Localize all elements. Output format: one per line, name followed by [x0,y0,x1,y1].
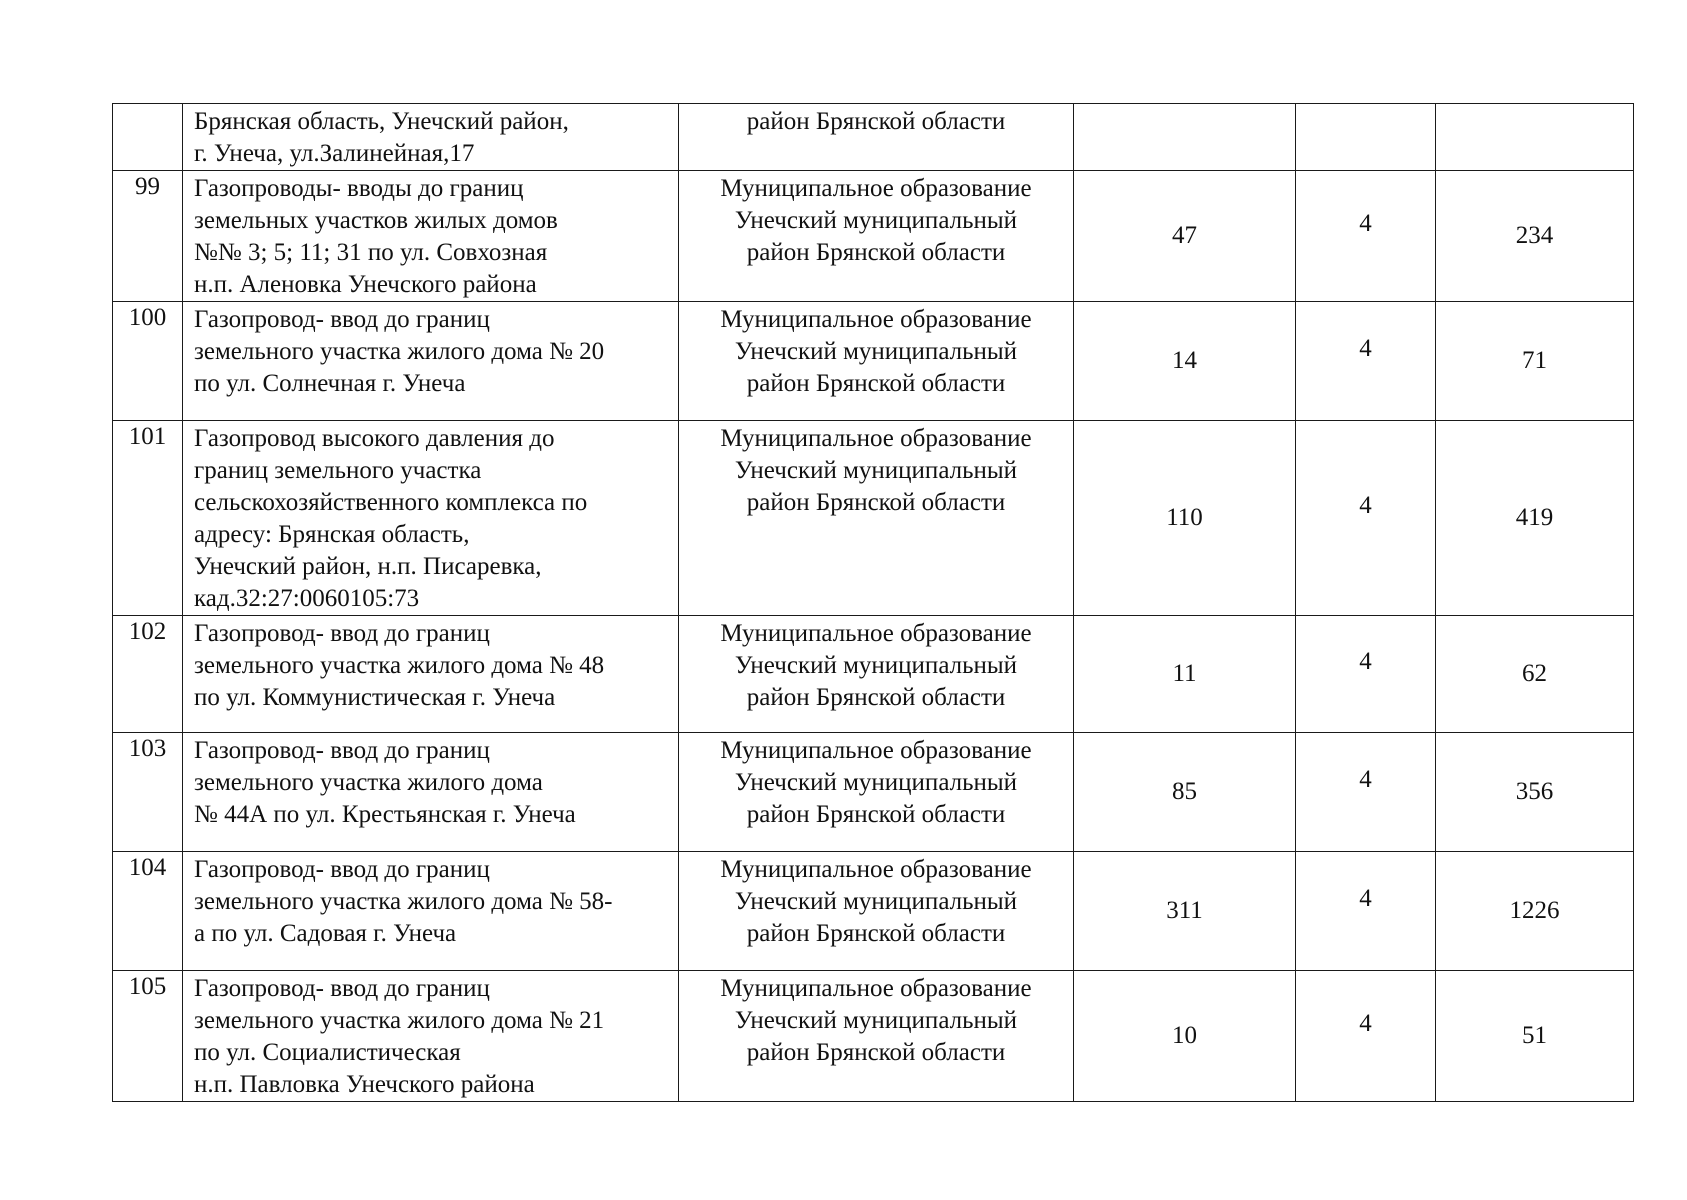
value-cell-2-text: 4 [1359,492,1372,519]
value-cell-3: 234 [1436,171,1634,302]
value-cell-3: 51 [1436,971,1634,1102]
object-name-line: Газопровод- ввод до границ [194,975,490,1002]
table-row [113,852,1634,971]
owner-cell [679,733,1074,852]
owner-line: Муниципальное образование [720,737,1032,764]
owner-line: Унечский муниципальный [734,457,1018,484]
object-name-line: кад.32:27:0060105:73 [194,585,420,612]
object-name-line: сельскохозяйственного комплекса по [194,489,588,516]
object-name-cell [183,171,679,302]
value-cell-2-text: 4 [1359,648,1372,675]
owner-cell [679,171,1074,302]
object-name-line: Брянская область, Унечский район, [194,108,569,135]
owner-cell [679,852,1074,971]
owner-cell [679,971,1074,1102]
value-cell-2 [1296,171,1436,302]
owner-line: Унечский муниципальный [734,888,1018,915]
value-cell-2-text: 4 [1359,1010,1372,1037]
object-name-line: Газопровод- ввод до границ [194,737,490,764]
owner-line: район Брянской области [746,801,1006,828]
object-name-cell [183,971,679,1102]
object-name-line: Газопровод- ввод до границ [194,620,490,647]
value-cell-1 [1074,104,1296,171]
value-cell-2-text: 4 [1359,885,1372,912]
object-name-line: земельного участка жилого дома № 21 [194,1007,605,1034]
owner-line: Унечский муниципальный [734,769,1018,796]
object-name-line: земельного участка жилого дома № 48 [194,652,605,679]
object-name-line: Газопроводы- вводы до границ [194,175,524,202]
object-name-cell [183,421,679,616]
owner-line: Муниципальное образование [720,620,1032,647]
owner-cell [679,104,1074,171]
value-cell-2 [1296,421,1436,616]
owner-line: Муниципальное образование [720,175,1032,202]
value-cell-3 [1436,104,1634,171]
value-cell-2 [1296,104,1436,171]
object-name-cell [183,852,679,971]
object-name-line: Газопровод- ввод до границ [194,856,490,883]
row-number-cell: 105 [113,971,183,1102]
row-number-cell [113,104,183,171]
value-cell-2 [1296,616,1436,733]
owner-line: район Брянской области [746,1039,1006,1066]
object-name-line: по ул. Социалистическая [194,1039,461,1066]
table-row [113,733,1634,852]
value-cell-1: 10 [1074,971,1296,1102]
owner-line: Муниципальное образование [720,425,1032,452]
object-name-line: земельного участка жилого дома [194,769,543,796]
value-cell-3: 419 [1436,421,1634,616]
row-number-cell: 104 [113,852,183,971]
table-row [113,302,1634,421]
owner-line: район Брянской области [746,489,1006,516]
row-number-cell: 99 [113,171,183,302]
object-name-line: а по ул. Садовая г. Унеча [194,920,457,947]
owner-line: Муниципальное образование [720,975,1032,1002]
object-name-line: по ул. Коммунистическая г. Унеча [194,684,556,711]
owner-line: Унечский муниципальный [734,1007,1018,1034]
value-cell-2 [1296,971,1436,1102]
owner-line: Унечский муниципальный [734,207,1018,234]
value-cell-1: 85 [1074,733,1296,852]
value-cell-1: 47 [1074,171,1296,302]
value-cell-3: 1226 [1436,852,1634,971]
value-cell-2 [1296,733,1436,852]
object-name-line: Газопровод- ввод до границ [194,306,490,333]
value-cell-1: 14 [1074,302,1296,421]
object-name-line: г. Унеча, ул.Залинейная,17 [194,140,475,167]
object-name-line: Унечский район, н.п. Писаревка, [194,553,542,580]
owner-cell [679,421,1074,616]
value-cell-2-text: 4 [1359,210,1372,237]
value-cell-1: 311 [1074,852,1296,971]
value-cell-2 [1296,852,1436,971]
object-name-line: адресу: Брянская область, [194,521,470,548]
table-row [113,421,1634,616]
owner-line: Унечский муниципальный [734,338,1018,365]
object-name-cell [183,733,679,852]
object-name-line: земельного участка жилого дома № 58- [194,888,613,915]
value-cell-3: 62 [1436,616,1634,733]
row-number-cell: 103 [113,733,183,852]
value-cell-1: 11 [1074,616,1296,733]
object-name-line: № 44А по ул. Крестьянская г. Унеча [194,801,576,828]
value-cell-2-text: 4 [1359,766,1372,793]
owner-line: Унечский муниципальный [734,652,1018,679]
owner-line: Муниципальное образование [720,856,1032,883]
value-cell-3: 71 [1436,302,1634,421]
object-name-line: н.п. Павловка Унечского района [194,1071,535,1098]
object-name-line: границ земельного участка [194,457,482,484]
row-number-cell: 101 [113,421,183,616]
object-name-cell [183,302,679,421]
value-cell-3: 356 [1436,733,1634,852]
owner-line: район Брянской области [746,370,1006,397]
value-cell-2 [1296,302,1436,421]
row-number-cell: 100 [113,302,183,421]
object-name-line: по ул. Солнечная г. Унеча [194,370,466,397]
owner-line: район Брянской области [746,920,1006,947]
object-name-line: земельного участка жилого дома № 20 [194,338,605,365]
object-name-line: №№ 3; 5; 11; 31 по ул. Совхозная [194,239,548,266]
owner-line: Муниципальное образование [720,306,1032,333]
object-name-cell [183,616,679,733]
owner-line: район Брянской области [746,239,1006,266]
owner-line: район Брянской области [746,108,1006,135]
row-number-cell: 102 [113,616,183,733]
owner-cell [679,302,1074,421]
registry-table-body [113,104,1634,1102]
table-row [113,171,1634,302]
object-name-line: Газопровод высокого давления до [194,425,555,452]
table-row [113,971,1634,1102]
owner-cell [679,616,1074,733]
object-name-cell [183,104,679,171]
value-cell-1: 110 [1074,421,1296,616]
object-name-line: н.п. Аленовка Унечского района [194,271,537,298]
object-name-line: земельных участков жилых домов [194,207,558,234]
table-row [113,104,1634,171]
table-row [113,616,1634,733]
registry-table [112,103,1634,1102]
owner-line: район Брянской области [746,684,1006,711]
value-cell-2-text: 4 [1359,335,1372,362]
